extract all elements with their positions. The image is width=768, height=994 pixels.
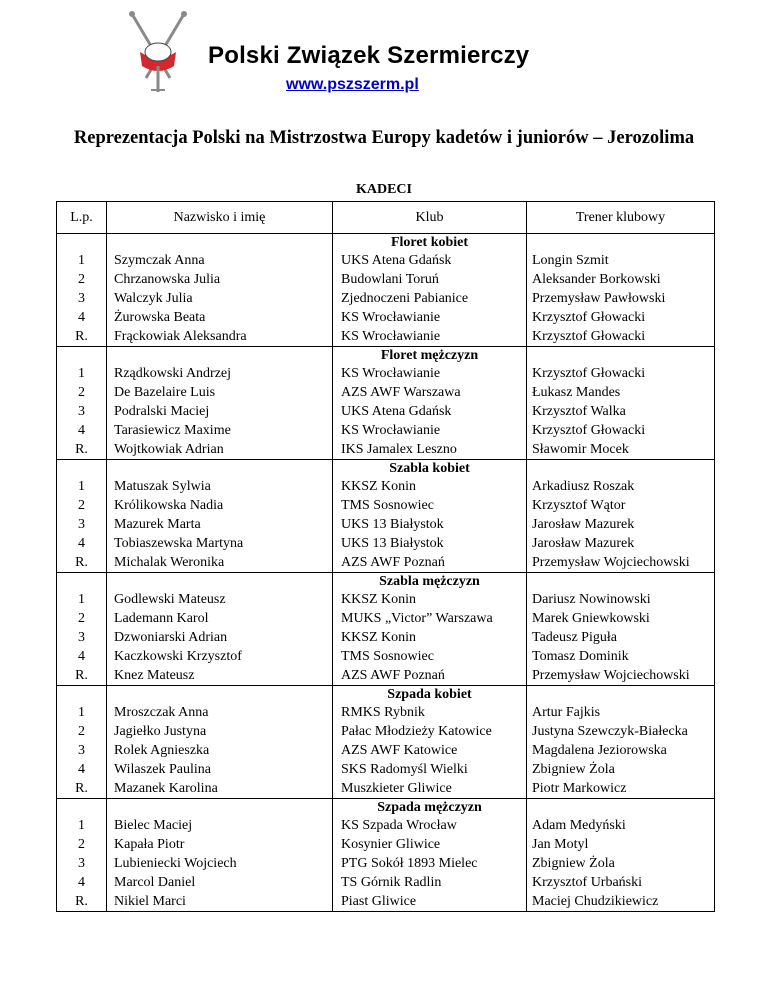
coach-name: Tadeusz Piguła (532, 630, 617, 645)
organization-website-link[interactable]: www.pszszerm.pl (286, 76, 419, 93)
club-name: KS Wrocławianie (341, 423, 441, 438)
coach-name: Magdalena Jeziorowska (532, 743, 667, 758)
column-header-name: Nazwisko i imię (107, 202, 333, 234)
column-header-coach: Trener klubowy (527, 202, 715, 234)
athlete-number: 2 (78, 837, 85, 852)
cell-name (107, 460, 333, 573)
cell-spacer (527, 347, 714, 364)
athlete-number: 4 (78, 649, 85, 664)
coach-name: Krzysztof Głowacki (532, 366, 646, 381)
club-name: MUKS „Victor” Warszawa (341, 611, 493, 626)
roster-body (57, 234, 715, 912)
cell-name (107, 347, 333, 460)
athlete-name: Tarasiewicz Maxime (114, 423, 231, 438)
cell-club (333, 686, 527, 799)
cell-spacer (527, 234, 714, 251)
pzs-logo (118, 6, 198, 98)
cell-club (333, 347, 527, 460)
cell-num (57, 347, 107, 460)
athlete-number: 3 (78, 630, 85, 645)
club-name: Zjednoczeni Pabianice (341, 291, 469, 306)
table-row (57, 460, 715, 573)
club-name: Kosynier Gliwice (341, 837, 441, 852)
athlete-name: Królikowska Nadia (114, 498, 224, 513)
athlete-name: Lademann Karol (114, 611, 209, 626)
athlete-name: Rządkowski Andrzej (114, 366, 232, 381)
athlete-name: Wilaszek Paulina (114, 762, 212, 777)
category-title: Floret kobiet (390, 235, 469, 250)
club-name: KS Wrocławianie (341, 310, 441, 325)
club-name: Muszkieter Gliwice (341, 781, 452, 796)
athlete-number: R. (75, 668, 88, 683)
club-name: KS Wrocławianie (341, 329, 441, 344)
coach-name: Sławomir Mocek (532, 442, 629, 457)
athlete-name: Michalak Weronika (114, 555, 225, 570)
athlete-name: Mroszczak Anna (114, 705, 209, 720)
club-name: UKS 13 Białystok (341, 517, 444, 532)
club-name: KKSZ Konin (341, 592, 417, 607)
athlete-number: 4 (78, 310, 85, 325)
club-name: TMS Sosnowiec (341, 649, 434, 664)
coach-name: Przemysław Wojciechowski (532, 555, 690, 570)
cell-name (107, 234, 333, 347)
cell-num (57, 460, 107, 573)
club-name: RMKS Rybnik (341, 705, 425, 720)
category-title: Szabla mężczyzn (379, 574, 480, 589)
club-name: PTG Sokół 1893 Mielec (341, 856, 478, 871)
cell-club (333, 799, 527, 912)
table-row (57, 347, 715, 460)
coach-name: Jan Motyl (532, 837, 589, 852)
cell-spacer (527, 799, 714, 816)
coach-name: Przemysław Pawłowski (532, 291, 666, 306)
cell-coach (527, 460, 715, 573)
category-title: Szpada mężczyzn (377, 800, 482, 815)
athlete-number: 3 (78, 517, 85, 532)
athlete-name: Chrzanowska Julia (114, 272, 221, 287)
athlete-name: Wojtkowiak Adrian (114, 442, 224, 457)
cell-club (333, 573, 527, 686)
athlete-name: Podralski Maciej (114, 404, 210, 419)
athlete-number: R. (75, 894, 88, 909)
coach-name: Tomasz Dominik (532, 649, 629, 664)
cell-name (107, 686, 333, 799)
athlete-number: 4 (78, 762, 85, 777)
athlete-name: Matuszak Sylwia (114, 479, 211, 494)
cell-spacer (107, 573, 332, 590)
cell-coach (527, 234, 715, 347)
organization-name: Polski Związek Szermierczy (208, 42, 530, 69)
cell-spacer (107, 234, 332, 251)
athlete-number: 3 (78, 743, 85, 758)
athlete-number: 4 (78, 536, 85, 551)
club-name: UKS 13 Białystok (341, 536, 444, 551)
athlete-name: Tobiaszewska Martyna (114, 536, 244, 551)
column-header-lp: L.p. (57, 202, 107, 234)
athlete-name: Nikiel Marci (114, 894, 186, 909)
club-name: SKS Radomyśl Wielki (341, 762, 468, 777)
athlete-number: 3 (78, 856, 85, 871)
cell-name (107, 573, 333, 686)
coach-name: Aleksander Borkowski (532, 272, 661, 287)
coach-name: Krzysztof Walka (532, 404, 626, 419)
cell-spacer (107, 460, 332, 477)
coach-name: Piotr Markowicz (532, 781, 627, 796)
cell-spacer (527, 573, 714, 590)
athlete-number: R. (75, 555, 88, 570)
athlete-name: Jagiełko Justyna (114, 724, 207, 739)
athlete-name: Żurowska Beata (114, 310, 206, 325)
club-name: AZS AWF Katowice (341, 743, 458, 758)
cell-spacer (57, 686, 106, 703)
cell-spacer (57, 347, 106, 364)
coach-name: Krzysztof Głowacki (532, 310, 646, 325)
athlete-name: Marcol Daniel (114, 875, 196, 890)
club-name: KKSZ Konin (341, 630, 417, 645)
athlete-number: R. (75, 329, 88, 344)
athlete-name: Kaczkowski Krzysztof (114, 649, 242, 664)
athlete-name: Bielec Maciej (114, 818, 193, 833)
club-name: IKS Jamalex Leszno (341, 442, 457, 457)
cell-num (57, 799, 107, 912)
section-title: KADECI (355, 182, 412, 197)
table-row (57, 799, 715, 912)
cell-spacer (527, 460, 714, 477)
cell-num (57, 686, 107, 799)
club-name: AZS AWF Poznań (341, 668, 445, 683)
athlete-name: Mazurek Marta (114, 517, 201, 532)
athlete-number: 1 (78, 479, 85, 494)
athlete-number: 3 (78, 291, 85, 306)
cell-coach (527, 573, 715, 686)
cell-club (333, 460, 527, 573)
athlete-name: De Bazelaire Luis (114, 385, 216, 400)
cell-num (57, 234, 107, 347)
athlete-name: Godlewski Mateusz (114, 592, 226, 607)
category-title: Floret mężczyzn (380, 348, 479, 363)
coach-name: Arkadiusz Roszak (532, 479, 635, 494)
roster-table (56, 201, 715, 912)
athlete-number: 4 (78, 875, 85, 890)
coach-name: Dariusz Nowinowski (532, 592, 651, 607)
crossed-sabres-icon (118, 6, 198, 98)
coach-name: Krzysztof Wątor (532, 498, 626, 513)
athlete-name: Knez Mateusz (114, 668, 195, 683)
cell-spacer (107, 347, 332, 364)
cell-spacer (527, 686, 714, 703)
athlete-name: Lubieniecki Wojciech (114, 856, 237, 871)
cell-club (333, 234, 527, 347)
athlete-name: Mazanek Karolina (114, 781, 218, 796)
athlete-name: Frąckowiak Aleksandra (114, 329, 247, 344)
athlete-number: 1 (78, 818, 85, 833)
table-row (57, 686, 715, 799)
cell-spacer (57, 573, 106, 590)
cell-name (107, 799, 333, 912)
club-name: Budowlani Toruń (341, 272, 439, 287)
athlete-name: Szymczak Anna (114, 253, 205, 268)
category-title: Szabla kobiet (389, 461, 470, 476)
athlete-number: 3 (78, 404, 85, 419)
club-name: TS Górnik Radlin (341, 875, 442, 890)
athlete-number: R. (75, 781, 88, 796)
coach-name: Justyna Szewczyk-Białecka (532, 724, 688, 739)
coach-name: Adam Medyński (532, 818, 626, 833)
coach-name: Marek Gniewkowski (532, 611, 650, 626)
club-name: KS Wrocławianie (341, 366, 441, 381)
athlete-number: 1 (78, 253, 85, 268)
coach-name: Jarosław Mazurek (532, 536, 635, 551)
club-name: Piast Gliwice (341, 894, 417, 909)
cell-num (57, 573, 107, 686)
athlete-name: Dzwoniarski Adrian (114, 630, 228, 645)
athlete-number: 2 (78, 272, 85, 287)
coach-name: Krzysztof Urbański (532, 875, 643, 890)
coach-name: Longin Szmit (532, 253, 609, 268)
club-name: KS Szpada Wrocław (341, 818, 457, 833)
category-title: Szpada kobiet (387, 687, 472, 702)
coach-name: Jarosław Mazurek (532, 517, 635, 532)
table-header-row (57, 202, 715, 234)
coach-name: Artur Fajkis (532, 705, 601, 720)
table-row (57, 573, 715, 686)
cell-coach (527, 799, 715, 912)
club-name: AZS AWF Warszawa (341, 385, 461, 400)
club-name: UKS Atena Gdańsk (341, 253, 452, 268)
coach-name: Maciej Chudzikiewicz (532, 894, 659, 909)
coach-name: Zbigniew Żola (532, 856, 615, 871)
athlete-number: 1 (78, 366, 85, 381)
athlete-number: 1 (78, 592, 85, 607)
column-header-club: Klub (333, 202, 527, 234)
club-name: AZS AWF Poznań (341, 555, 445, 570)
cell-spacer (57, 460, 106, 477)
club-name: KKSZ Konin (341, 479, 417, 494)
athlete-number: 2 (78, 385, 85, 400)
club-name: Pałac Młodzieży Katowice (341, 724, 492, 739)
coach-name: Krzysztof Głowacki (532, 329, 646, 344)
athlete-number: 2 (78, 611, 85, 626)
athlete-number: R. (75, 442, 88, 457)
club-name: TMS Sosnowiec (341, 498, 434, 513)
cell-coach (527, 347, 715, 460)
athlete-number: 1 (78, 705, 85, 720)
cell-spacer (107, 686, 332, 703)
document-title: Reprezentacja Polski na Mistrzostwa Europy kadetów i juniorów – Jerozolima (73, 128, 695, 148)
athlete-name: Walczyk Julia (114, 291, 193, 306)
athlete-name: Rolek Agnieszka (114, 743, 210, 758)
athlete-number: 2 (78, 498, 85, 513)
cell-spacer (57, 234, 106, 251)
cell-spacer (57, 799, 106, 816)
athlete-number: 2 (78, 724, 85, 739)
coach-name: Zbigniew Żola (532, 762, 615, 777)
athlete-name: Kapała Piotr (114, 837, 185, 852)
coach-name: Krzysztof Głowacki (532, 423, 646, 438)
cell-coach (527, 686, 715, 799)
coach-name: Przemysław Wojciechowski (532, 668, 690, 683)
athlete-number: 4 (78, 423, 85, 438)
club-name: UKS Atena Gdańsk (341, 404, 452, 419)
table-row (57, 234, 715, 347)
coach-name: Łukasz Mandes (532, 385, 621, 400)
cell-spacer (107, 799, 332, 816)
